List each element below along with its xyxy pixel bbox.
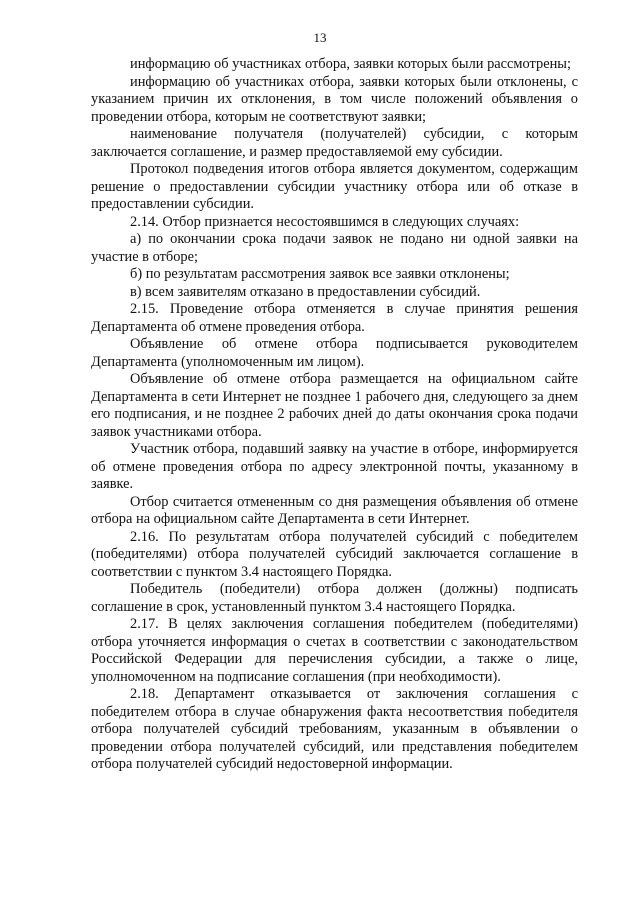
paragraph-recipient-name: наименование получателя (получателей) субсидии, с которым заключается соглашение, и размер предоставляемой ему субсидии. bbox=[91, 126, 578, 160]
paragraph-2-14: 2.14. Отбор признается несостоявшимся в следующих случаях: bbox=[130, 213, 520, 230]
paragraph-participants-rejected: информацию об участниках отбора, заявки которых были отклонены, с указанием причин их отклонения, в том числе положений объявления о проведении отбора, которым не соответствуют заявки; bbox=[91, 73, 578, 125]
paragraph-2-14-b: б) по результатам рассмотрения заявок все заявки отклонены; bbox=[130, 266, 510, 282]
paragraph-participants-reviewed: информацию об участниках отбора, заявки которых были рассмотрены; bbox=[130, 56, 571, 72]
paragraph-2-15: 2.15. Проведение отбора отменяется в случае принятия решения Департамента об отмене проведения отбора. bbox=[91, 301, 578, 335]
paragraph-cancel-publication: Объявление об отмене отбора размещается на официальном сайте Департамента в сети Интернет не позднее 1 рабочего дня, следующего за днем его подписания, и не позднее 2 рабочих дней до даты окончания срока подачи заявок участниками отбора. bbox=[91, 371, 578, 440]
paragraph-participant-notification: Участник отбора, подавший заявку на участие в отборе, информируется об отмене проведения отбора по адресу электронной почты, указанному в заявке. bbox=[91, 441, 578, 492]
paragraph-cancel-effective: Отбор считается отмененным со дня размещения объявления об отмене отбора на официальном сайте Департамента в сети Интернет. bbox=[91, 493, 578, 527]
document-body bbox=[91, 56, 578, 774]
paragraph-protocol: Протокол подведения итогов отбора является документом, содержащим решение о предоставлении субсидии участнику отбора или об отказе в предоставлении субсидии. bbox=[91, 161, 578, 212]
page-number: 13 bbox=[313, 30, 327, 45]
paragraph-2-14-a: а) по окончании срока подачи заявок не подано ни одной заявки на участие в отборе; bbox=[91, 231, 578, 265]
paragraph-2-17: 2.17. В целях заключения соглашения победителем (победителями) отбора уточняется информация о счетах в соответствии с законодательством Российской Федерации для перечисления субсидии, а также о лице, уполномоченном на подписание соглашения (при необходимости). bbox=[91, 616, 578, 685]
paragraph-2-18: 2.18. Департамент отказывается от заключения соглашения с победителем отбора в случае обнаружения факта несоответствия победителя отбора получателей субсидий требованиям, указанным в объявлении о проведении отбора получателей субсидий, или представления победителем отбора получателей субсидий недостоверной информации. bbox=[91, 686, 578, 772]
paragraph-cancel-signing: Объявление об отмене отбора подписывается руководителем Департамента (уполномоченным им лицом). bbox=[91, 336, 578, 370]
paragraph-2-14-v: в) всем заявителям отказано в предоставлении субсидий. bbox=[130, 283, 481, 300]
paragraph-winner-signing: Победитель (победители) отбора должен (должны) подписать соглашение в срок, установленный пунктом 3.4 настоящего Порядка. bbox=[91, 581, 578, 615]
paragraph-2-16: 2.16. По результатам отбора получателей субсидий с победителем (победителями) отбора получателей субсидий заключается соглашение в соответствии с пунктом 3.4 настоящего Порядка. bbox=[91, 528, 578, 580]
